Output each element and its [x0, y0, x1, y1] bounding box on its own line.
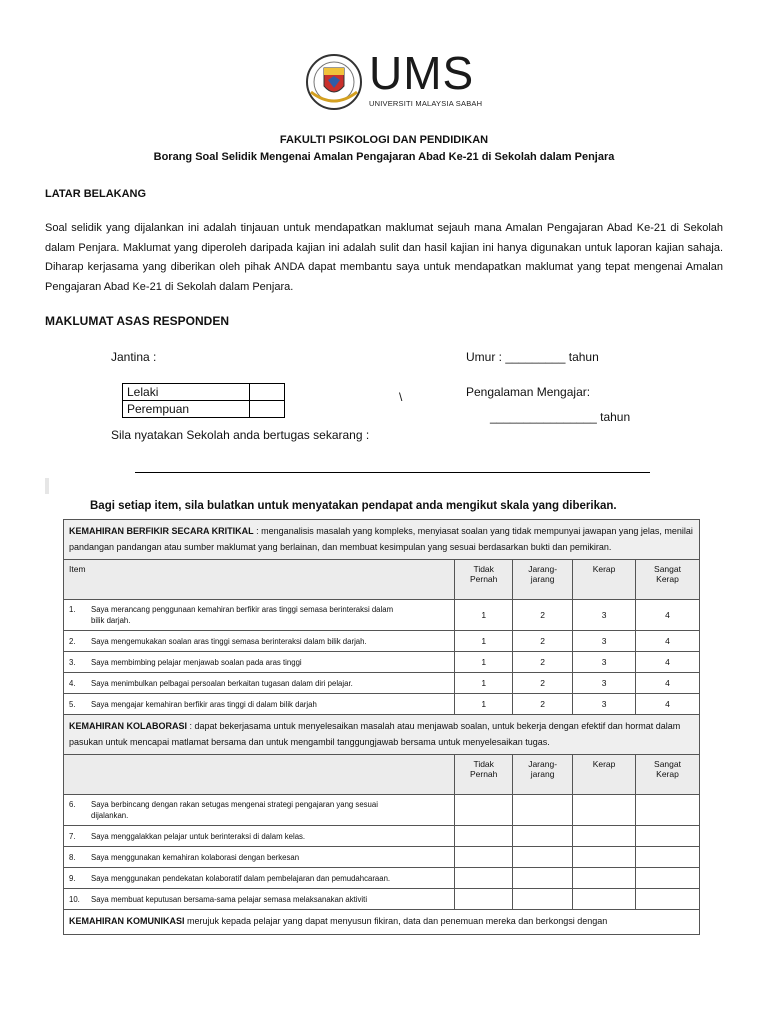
- col-tidak-pernah: Tidak Pernah: [455, 560, 513, 600]
- table-row: 8. Saya menggunakan kemahiran kolaborasi dengan berkesan: [64, 847, 700, 868]
- rating-1[interactable]: 1: [455, 631, 513, 652]
- table-row: 7. Saya menggalakkan pelajar untuk berinteraksi di dalam kelas.: [64, 826, 700, 847]
- rating-1[interactable]: 1: [455, 652, 513, 673]
- rating-cell[interactable]: [636, 795, 700, 826]
- section-title: KEMAHIRAN KOLABORASI: [69, 721, 187, 731]
- ums-logo: [305, 47, 483, 114]
- faculty-title: FAKULTI PSIKOLOGI DAN PENDIDIKAN: [279, 134, 489, 146]
- rating-cell[interactable]: [573, 795, 636, 826]
- rating-4[interactable]: 4: [636, 631, 700, 652]
- col-sangat-kerap: Sangat Kerap: [636, 560, 700, 600]
- form-title: Borang Soal Selidik Mengenai Amalan Pengajaran Abad Ke-21 di Sekolah dalam Penjara: [153, 151, 615, 163]
- rating-3[interactable]: 3: [573, 600, 636, 631]
- col-sangat-kerap: Sangat Kerap: [636, 755, 700, 795]
- col-jarang: Jarang- jarang: [513, 560, 573, 600]
- rating-2[interactable]: 2: [513, 631, 573, 652]
- rating-cell[interactable]: [573, 826, 636, 847]
- col-kerap: Kerap: [573, 560, 636, 600]
- experience-label: Pengalaman Mengajar:: [466, 385, 591, 399]
- rating-cell[interactable]: [455, 868, 513, 889]
- col-item-blank: [64, 755, 455, 795]
- rating-2[interactable]: 2: [513, 673, 573, 694]
- section-desc: : menganalisis masalah yang kompleks, menyiasat soalan yang tidak mempunyai jawapan yang jelas, menilai pandangan pandangan atau sumber maklumat yang berlainan, dan membuat kesimpulan yang sesuai berdasarkan bukti dan pemikiran.: [69, 526, 693, 552]
- rating-3[interactable]: 3: [573, 631, 636, 652]
- rating-cell[interactable]: [636, 868, 700, 889]
- section-desc: merujuk kepada pelajar yang dapat menyusun fikiran, data dan penemuan mereka dan berkongsi dengan: [184, 916, 608, 926]
- rating-4[interactable]: 4: [636, 600, 700, 631]
- gender-checkbox-female[interactable]: [250, 401, 285, 418]
- gender-label: Jantina :: [111, 350, 157, 364]
- rating-3[interactable]: 3: [573, 694, 636, 715]
- rating-2[interactable]: 2: [513, 694, 573, 715]
- stray-backslash: \: [399, 390, 403, 404]
- col-kerap: Kerap: [573, 755, 636, 795]
- rating-4[interactable]: 4: [636, 673, 700, 694]
- school-input-line[interactable]: [135, 472, 650, 473]
- rating-cell[interactable]: [636, 826, 700, 847]
- rating-3[interactable]: 3: [573, 652, 636, 673]
- crest-icon: [305, 52, 363, 112]
- table-row: 10. Saya membuat keputusan bersama-sama pelajar semasa melaksanakan aktiviti: [64, 889, 700, 910]
- experience-field[interactable]: ________________ tahun: [490, 410, 631, 424]
- rating-cell[interactable]: [455, 795, 513, 826]
- section-critical-thinking: [64, 520, 700, 560]
- table-row: 5. Saya mengajar kemahiran berfikir aras tinggi di dalam bilik darjah 1 2 3 4: [64, 694, 700, 715]
- rating-cell[interactable]: [573, 889, 636, 910]
- logo-subtitle: UNIVERSITI MALAYSIA SABAH: [369, 99, 483, 108]
- table-row: 1. Saya merancang penggunaan kemahiran berfikir aras tinggi semasa berinteraksi dalam bilik darjah. 1 2 3 4: [64, 600, 700, 631]
- rating-cell[interactable]: [455, 889, 513, 910]
- gender-checkbox-male[interactable]: [250, 384, 285, 401]
- rating-1[interactable]: 1: [455, 694, 513, 715]
- rating-cell[interactable]: [513, 889, 573, 910]
- table-row: 2. Saya mengemukakan soalan aras tinggi semasa berinteraksi dalam bilik darjah. 1 2 3 4: [64, 631, 700, 652]
- gender-option-female: Perempuan: [123, 401, 250, 418]
- col-item: Item: [64, 560, 455, 600]
- table-row: 9. Saya menggunakan pendekatan kolaboratif dalam pembelajaran dan pemudahcaraan.: [64, 868, 700, 889]
- table-row: 3. Saya membimbing pelajar menjawab soalan pada aras tinggi 1 2 3 4: [64, 652, 700, 673]
- col-jarang: Jarang- jarang: [513, 755, 573, 795]
- rating-cell[interactable]: [513, 847, 573, 868]
- rating-cell[interactable]: [513, 826, 573, 847]
- margin-mark: [45, 478, 49, 494]
- rating-cell[interactable]: [573, 868, 636, 889]
- rating-cell[interactable]: [636, 847, 700, 868]
- respondent-heading: MAKLUMAT ASAS RESPONDEN: [45, 314, 230, 328]
- section-title: KEMAHIRAN KOMUNIKASI: [69, 916, 185, 926]
- instruction-text: Bagi setiap item, sila bulatkan untuk menyatakan pendapat anda mengikut skala yang diberikan.: [90, 500, 617, 512]
- table-row: 6. Saya berbincang dengan rakan setugas mengenai strategi pengajaran yang sesuai dijalankan.: [64, 795, 700, 826]
- table-row: 4. Saya menimbulkan pelbagai persoalan berkaitan tugasan dalam diri pelajar. 1 2 3 4: [64, 673, 700, 694]
- logo-text: UMS: [369, 47, 475, 99]
- rating-cell[interactable]: [573, 847, 636, 868]
- background-heading: LATAR BELAKANG: [45, 188, 147, 200]
- rating-cell[interactable]: [455, 847, 513, 868]
- rating-cell[interactable]: [455, 826, 513, 847]
- gender-option-male: Lelaki: [123, 384, 250, 401]
- age-label: Umur : _________ tahun: [466, 350, 599, 364]
- school-label: Sila nyatakan Sekolah anda bertugas sekarang :: [111, 428, 370, 442]
- rating-1[interactable]: 1: [455, 673, 513, 694]
- rating-cell[interactable]: [513, 868, 573, 889]
- section-desc: : dapat bekerjasama untuk menyelesaikan masalah atau menjawab soalan, untuk bekerja dengan efektif dan hormat dalam pasukan untuk mencapai matlamat bersama dan untuk mengambil tanggungjawab bersama untuk menyelesaikan tugas.: [69, 721, 681, 747]
- section-collaboration: [64, 715, 700, 755]
- rating-2[interactable]: 2: [513, 652, 573, 673]
- rating-3[interactable]: 3: [573, 673, 636, 694]
- rating-1[interactable]: 1: [455, 600, 513, 631]
- rating-2[interactable]: 2: [513, 600, 573, 631]
- section-communication: [64, 910, 700, 935]
- rating-4[interactable]: 4: [636, 694, 700, 715]
- rating-cell[interactable]: [513, 795, 573, 826]
- questionnaire-table: [63, 519, 700, 935]
- rating-cell[interactable]: [636, 889, 700, 910]
- col-tidak-pernah: Tidak Pernah: [455, 755, 513, 795]
- section-title: KEMAHIRAN BERFIKIR SECARA KRITIKAL: [69, 526, 254, 536]
- gender-options: [122, 383, 285, 418]
- rating-4[interactable]: 4: [636, 652, 700, 673]
- background-text: Soal selidik yang dijalankan ini adalah tinjauan untuk mendapatkan maklumat sejauh mana Amalan Pengajaran Abad Ke-21 di Sekolah dalam Penjara. Maklumat yang diperoleh daripada kajian ini adalah sulit dan hasil kajian ini hanya digunakan untuk laporan kajian sahaja. Diharap kerjasama yang diberikan oleh pihak ANDA dapat membantu saya untuk mendapatkan maklumat yang tepat mengenai Amalan Pengajaran Abad Ke-21 di Sekolah dalam Penjara.: [45, 222, 723, 293]
